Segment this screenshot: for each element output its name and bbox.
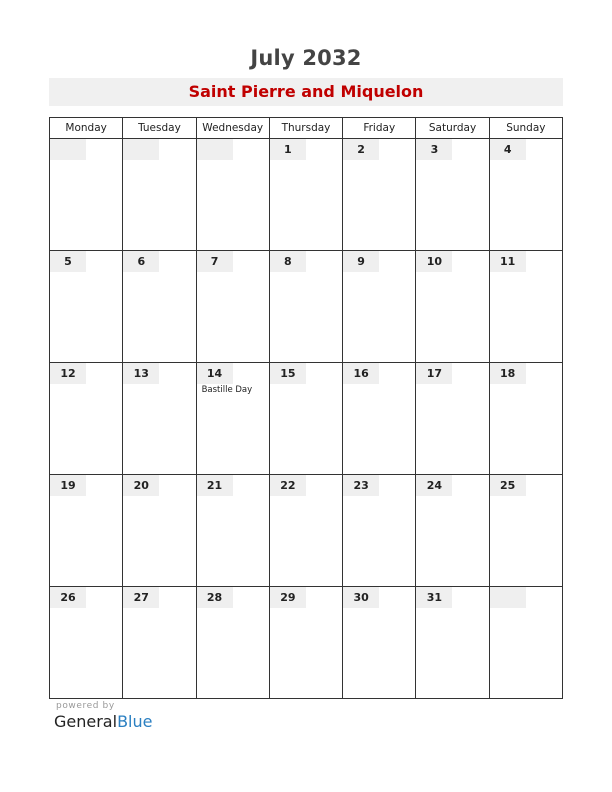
day-cell <box>196 363 269 475</box>
day-number: 28 <box>197 587 233 608</box>
weekday-header: Friday <box>343 118 416 139</box>
day-number: 13 <box>123 363 159 384</box>
day-number: 31 <box>416 587 452 608</box>
day-cell <box>416 139 489 251</box>
day-cell <box>343 363 416 475</box>
day-cell <box>269 587 342 699</box>
day-number: 18 <box>490 363 526 384</box>
day-cell <box>416 475 489 587</box>
day-cell <box>196 251 269 363</box>
page-title: July 2032 <box>250 46 362 70</box>
day-cell <box>489 363 562 475</box>
day-number <box>123 139 159 160</box>
week-row <box>50 251 563 363</box>
day-number <box>197 139 233 160</box>
brand-blue: Blue <box>117 712 153 731</box>
day-number: 20 <box>123 475 159 496</box>
day-cell <box>50 251 123 363</box>
day-number: 11 <box>490 251 526 272</box>
day-cell <box>489 251 562 363</box>
day-number: 6 <box>123 251 159 272</box>
weekday-header: Thursday <box>269 118 342 139</box>
weekday-header-row <box>50 118 563 139</box>
day-number: 19 <box>50 475 86 496</box>
powered-by-label: powered by <box>56 701 115 711</box>
weekday-header: Wednesday <box>196 118 269 139</box>
day-cell <box>123 363 196 475</box>
day-cell <box>343 475 416 587</box>
day-number: 8 <box>270 251 306 272</box>
day-cell <box>50 587 123 699</box>
day-cell <box>50 139 123 251</box>
day-cell <box>123 139 196 251</box>
weekday-header: Monday <box>50 118 123 139</box>
holiday-label: Bastille Day <box>201 385 253 395</box>
day-cell <box>489 475 562 587</box>
day-number: 16 <box>343 363 379 384</box>
day-number: 30 <box>343 587 379 608</box>
brand-logo <box>54 712 152 731</box>
day-number: 21 <box>197 475 233 496</box>
brand-general: General <box>54 712 118 731</box>
day-cell <box>416 587 489 699</box>
week-row <box>50 475 563 587</box>
region-title: Saint Pierre and Miquelon <box>49 78 563 106</box>
day-cell <box>269 251 342 363</box>
day-cell <box>123 587 196 699</box>
weekday-header: Sunday <box>489 118 562 139</box>
day-cell <box>416 251 489 363</box>
day-cell <box>269 363 342 475</box>
day-cell <box>343 251 416 363</box>
day-number: 24 <box>416 475 452 496</box>
day-cell <box>196 587 269 699</box>
day-number: 10 <box>416 251 452 272</box>
day-number: 23 <box>343 475 379 496</box>
day-cell <box>269 139 342 251</box>
day-cell <box>196 139 269 251</box>
day-number: 25 <box>490 475 526 496</box>
day-number: 14 <box>197 363 233 384</box>
day-number: 22 <box>270 475 306 496</box>
day-cell <box>196 475 269 587</box>
day-cell <box>269 475 342 587</box>
day-cell <box>489 139 562 251</box>
day-cell <box>343 587 416 699</box>
week-row <box>50 363 563 475</box>
day-cell <box>123 475 196 587</box>
day-number: 4 <box>490 139 526 160</box>
day-number: 15 <box>270 363 306 384</box>
day-cell <box>50 475 123 587</box>
day-cell <box>50 363 123 475</box>
day-number: 29 <box>270 587 306 608</box>
day-cell <box>416 363 489 475</box>
day-cell <box>343 139 416 251</box>
calendar-grid <box>49 117 563 699</box>
week-row <box>50 139 563 251</box>
day-cell <box>123 251 196 363</box>
week-row <box>50 587 563 699</box>
day-number: 12 <box>50 363 86 384</box>
day-number: 17 <box>416 363 452 384</box>
day-number: 3 <box>416 139 452 160</box>
weekday-header: Tuesday <box>123 118 196 139</box>
weekday-header: Saturday <box>416 118 489 139</box>
day-number: 26 <box>50 587 86 608</box>
day-number: 2 <box>343 139 379 160</box>
day-number <box>50 139 86 160</box>
day-number <box>490 587 526 608</box>
day-number: 9 <box>343 251 379 272</box>
day-cell <box>489 587 562 699</box>
day-number: 1 <box>270 139 306 160</box>
day-number: 7 <box>197 251 233 272</box>
day-number: 5 <box>50 251 86 272</box>
day-number: 27 <box>123 587 159 608</box>
